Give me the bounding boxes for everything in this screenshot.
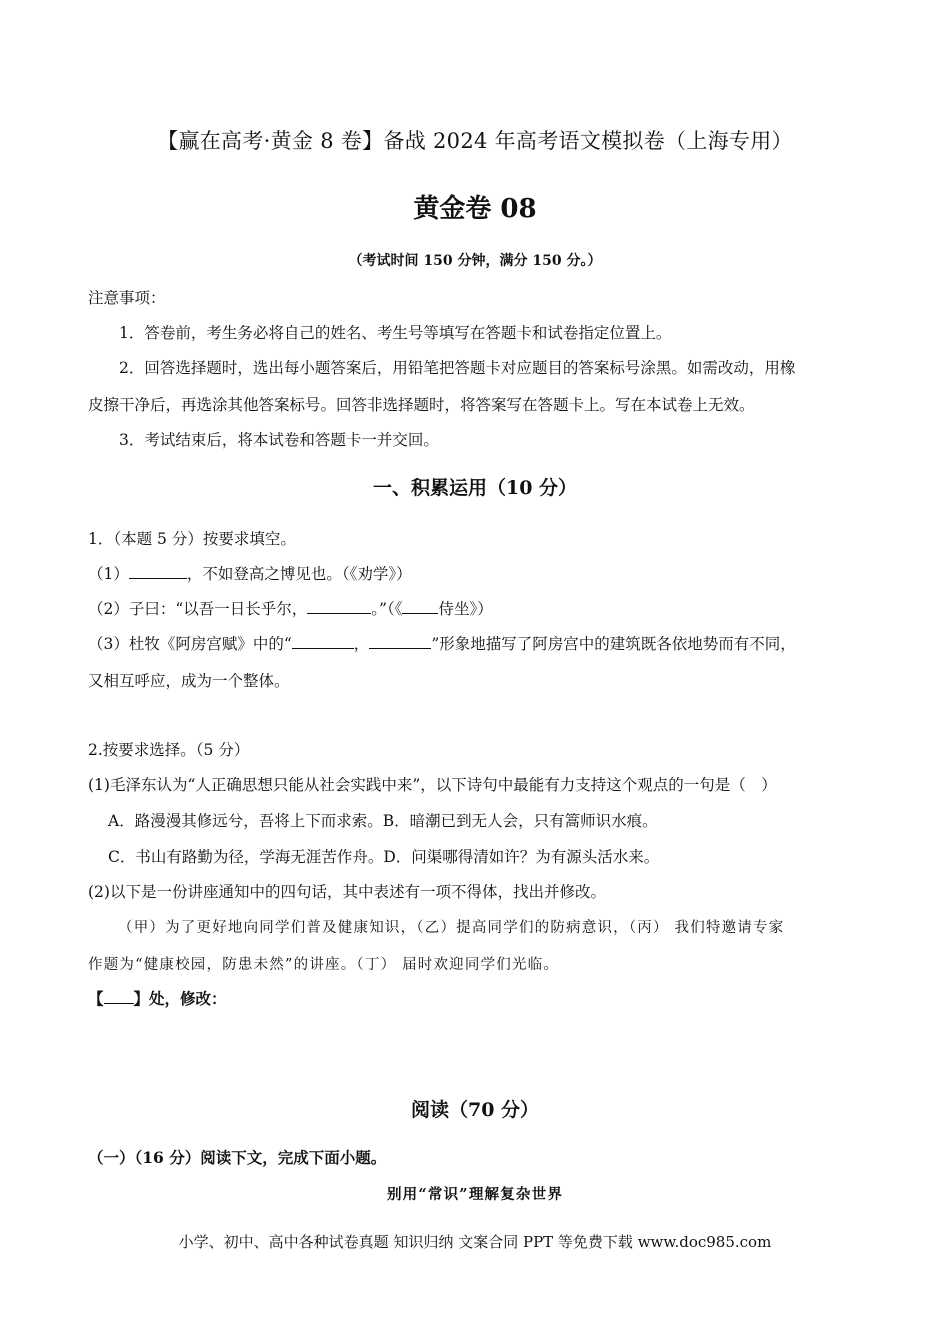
notice-item-1: 1．答卷前，考生务必将自己的姓名、考生号等填写在答题卡和试卷指定位置上。 xyxy=(119,324,672,342)
q1-part-1 xyxy=(88,562,412,584)
article-title: 别用“常识”理解复杂世界 xyxy=(386,1186,564,1203)
section-1-heading: 一、积累运用（10 分） xyxy=(372,477,578,499)
notice-item-2-line-2: 皮擦干净后，再选涂其他答案标号。回答非选择题时，将答案写在答题卡上。写在本试卷上无效。 xyxy=(88,396,755,414)
q1-part-2 xyxy=(88,597,493,619)
q1-part-3-suffix: ”形象地描写了阿房宫中的建筑既各依地势而有不同， xyxy=(431,635,796,653)
q2-stem: 2.按要求选择。（5 分） xyxy=(88,741,250,759)
fill-blank[interactable] xyxy=(292,634,354,649)
q1-part-3-middle: ， xyxy=(353,635,370,653)
fill-blank[interactable] xyxy=(369,634,431,649)
q2-options-cd: C．书山有路勤为径，学海无涯苦作舟。D．问渠哪得清如许？为有源头活水来。 xyxy=(108,848,660,866)
paper-title: 黄金卷 08 xyxy=(413,194,537,224)
answer-blank[interactable] xyxy=(104,989,134,1004)
q1-part-3-line-2: 又相互呼应，成为一个整体。 xyxy=(88,672,290,690)
notice-heading: 注意事项： xyxy=(88,289,166,307)
notice-text-line-2: 作题为“健康校园，防患未然”的讲座。（丁） 届时欢迎同学们光临。 xyxy=(88,957,560,973)
answer-suffix: 】处，修改： xyxy=(133,989,227,1008)
q2-answer-line xyxy=(88,987,227,1009)
q1-part-2-prefix: （2）子曰：“以吾一日长乎尔， xyxy=(88,600,308,618)
section-2-heading: 阅读（70 分） xyxy=(410,1099,540,1121)
page-footer: 小学、初中、高中各种试卷真题 知识归纳 文案合同 PPT 等免费下载 www.doc985.com xyxy=(178,1233,772,1251)
answer-bracket-open: 【 xyxy=(88,989,104,1008)
exam-header: 【赢在高考·黄金 8 卷】备战 2024 年高考语文模拟卷（上海专用） xyxy=(157,129,793,153)
notice-item-2-line-1: 2．回答选择题时，选出每小题答案后，用铅笔把答题卡对应题目的答案标号涂黑。如需改动，用橡 xyxy=(119,359,796,377)
fill-blank[interactable] xyxy=(402,599,438,614)
q2-sub-2: (2)以下是一份讲座通知中的四句话，其中表述有一项不得体，找出并修改。 xyxy=(88,883,606,901)
fill-blank[interactable] xyxy=(129,564,187,579)
q1-part-2-suffix: 侍坐》） xyxy=(438,600,493,618)
q1-part-1-prefix: （1） xyxy=(88,565,129,583)
exam-time-note: （考试时间 150 分钟，满分 150 分。） xyxy=(348,253,602,269)
q2-sub-1: (1)毛泽东认为“人正确思想只能从社会实践中来”，以下诗句中最能有力支持这个观点的一句是（ ） xyxy=(88,776,777,794)
q1-part-3 xyxy=(88,632,796,654)
reading-part-1-instruction: （一）（16 分）阅读下文，完成下面小题。 xyxy=(88,1148,387,1167)
fill-blank[interactable] xyxy=(307,599,371,614)
notice-item-3: 3．考试结束后，将本试卷和答题卡一并交回。 xyxy=(119,431,439,449)
q2-options-ab: A．路漫漫其修远兮，吾将上下而求索。B．暗潮已到无人会，只有篙师识水痕。 xyxy=(108,812,658,830)
q1-part-3-prefix: （3）杜牧《阿房宫赋》中的“ xyxy=(88,635,292,653)
q1-part-2-middle: 。”（《 xyxy=(371,600,403,618)
q1-part-1-suffix: ，不如登高之博见也。（《劝学》） xyxy=(186,565,412,583)
q1-stem: 1．（本题 5 分）按要求填空。 xyxy=(88,530,296,548)
notice-text-line-1: （甲）为了更好地向同学们普及健康知识，（乙）提高同学们的防病意识，（丙） 我们特邀请专家 xyxy=(118,920,785,936)
